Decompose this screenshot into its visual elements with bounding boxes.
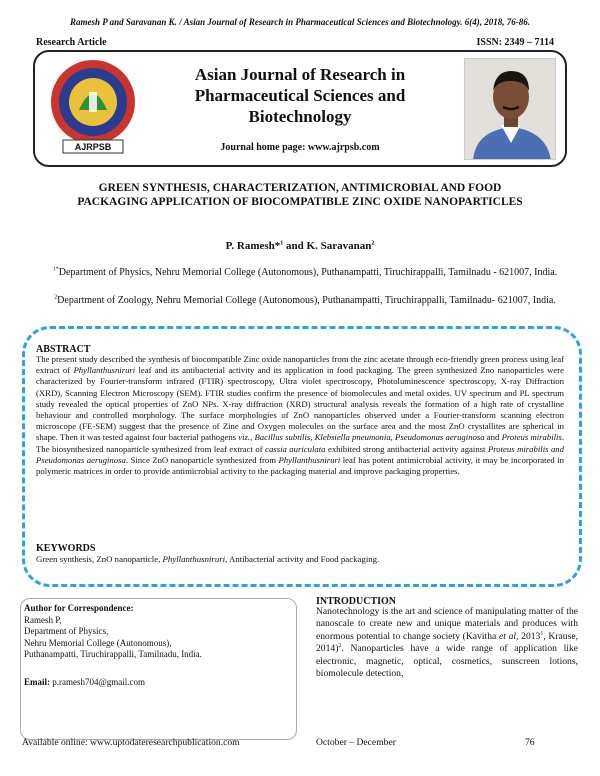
article-type: Research Article [36, 37, 107, 48]
footer-period: October – December [316, 737, 396, 748]
correspondence-email: Email: p.ramesh704@gmail.com [24, 676, 146, 687]
introduction-text: Nanotechnology is the art and science of manipulating matter of the nanoscale to create new and unique materials and produces with enormous potential to change society (Kavitha et al, 2013$^1$, Krause, 2014)$^2$. Nanoparticles have a wide range of application like electronic, magnetic, optical, cosmetics, sunscreen lotions, biomolecule detection, [316, 606, 578, 680]
page-number: 76 [525, 737, 535, 748]
keywords-text: Green synthesis, ZnO nanoparticle, Phyllanthusniruri, Antibacterial activity and Food packaging. [36, 554, 380, 564]
correspondence [24, 603, 289, 689]
author-2: K. Saravanan [306, 240, 372, 252]
email-link[interactable]: p.ramesh704@gmail.com [52, 676, 146, 687]
abstract-text: The present study described the synthesis of biocompatible Zinc oxide nanoparticles from the zinc acetate through eco-friendly green process using leaf extract of Phyllanthusniruri leaf and its antibacterial activity and its application in food packaging. The green synthesized Zno nanoparticles were characterized by Fourier-transform infrared (FTIR) spectroscopy, Ultra violet spectroscopy, Photoluminescence spectroscopy, X-ray Diffraction (XRD), Scanning Electron Microscopy (SEM). FTIR studies confirm the presence of biomolecules and metal oxides. UV spectrum and PL spectrum study revealed the optical properties of ZnO NPs. X-ray diffraction (XRD) structural analysis reveals the formation of a high rate of crystalline behaviour and controlled morphology. The surface morphologies of ZnO nanoparticles observed under a Fourier-transform scanning electron microscope (FE-SEM) suggest that the presence of Zine and Oxygen molecules on the surface area and the most ZnO crystallites are spherical in shape. Then it was tested against four bacterial pathogens viz., Bacillus subtilis, Klebsiella pneumonia, Pseudomonas aeruginosa and Proteus mirabilis. The biosynthesized nanoparticle synthesized from leaf extract of cassia auriculata exhibited strong antibacterial activity against Proteus mirabilis and Pseudomonas aeruginosa. Since ZnO nanoparticle synthesized from Phyllanthusniruri leaf has potent antimicrobial activity, it may be incorporated in polymeric matrices in order to provide antimicrobial activity to the packaging material and improve packaging properties. [36, 354, 565, 477]
affiliation-1: $^{1*}$Department of Physics, Nehru Memorial College (Autonomous), Puthanampatti, Tiruchirappalli, Tamilnadu - 621007, India. [52, 266, 558, 278]
correspondence-address: Puthanampatti, Tiruchirappalli, Tamilnadu, India. [24, 649, 202, 660]
journal-logo [47, 58, 139, 156]
affiliation-2: $^2$Department of Zoology, Nehru Memorial College (Autonomous), Puthanampatti, Tiruchirappalli, Tamilnadu- 621007, India. [54, 294, 556, 306]
correspondence-heading: Author for Correspondence: [24, 603, 134, 613]
abstract-heading: ABSTRACT [36, 344, 91, 355]
logo-text: AJRPSB [74, 142, 112, 152]
issn: ISSN: 2349 – 7114 [476, 37, 554, 48]
introduction-heading: INTRODUCTION [316, 596, 397, 607]
correspondence-name: Ramesh P, [24, 614, 62, 625]
journal-title-line2: Pharmaceutical Sciences and [194, 86, 406, 105]
journal-title [150, 64, 450, 127]
person-portrait-icon [465, 59, 556, 160]
journal-home-page[interactable]: Journal home page: www.ajrpsb.com [220, 142, 380, 153]
footer-available-online[interactable]: Available online: www.uptodateresearchpublication.com [22, 737, 240, 748]
keywords-heading: KEYWORDS [36, 543, 96, 554]
flask-icon [89, 92, 97, 112]
journal-title-line1: Asian Journal of Research in [194, 65, 406, 84]
correspondence-college: Nehru Memorial College (Autonomous), [24, 637, 172, 648]
journal-title-line3: Biotechnology [248, 107, 352, 126]
correspondence-dept: Department of Physics, [24, 626, 109, 637]
author-photo [464, 58, 556, 160]
author-list: P. Ramesh*$^1$ and K. Saravanan$^2$ [225, 240, 375, 252]
paper-title: GREEN SYNTHESIS, CHARACTERIZATION, ANTIMICROBIAL AND FOOD PACKAGING APPLICATION OF BIOCOMPATIBLE ZINC OXIDE NANOPARTICLES [77, 182, 523, 208]
running-head: Ramesh P and Saravanan K. / Asian Journal of Research in Pharmaceutical Sciences and Biotechnology. 6(4), 2018, 76-86. [69, 17, 531, 27]
author-1: P. Ramesh* [225, 240, 281, 252]
